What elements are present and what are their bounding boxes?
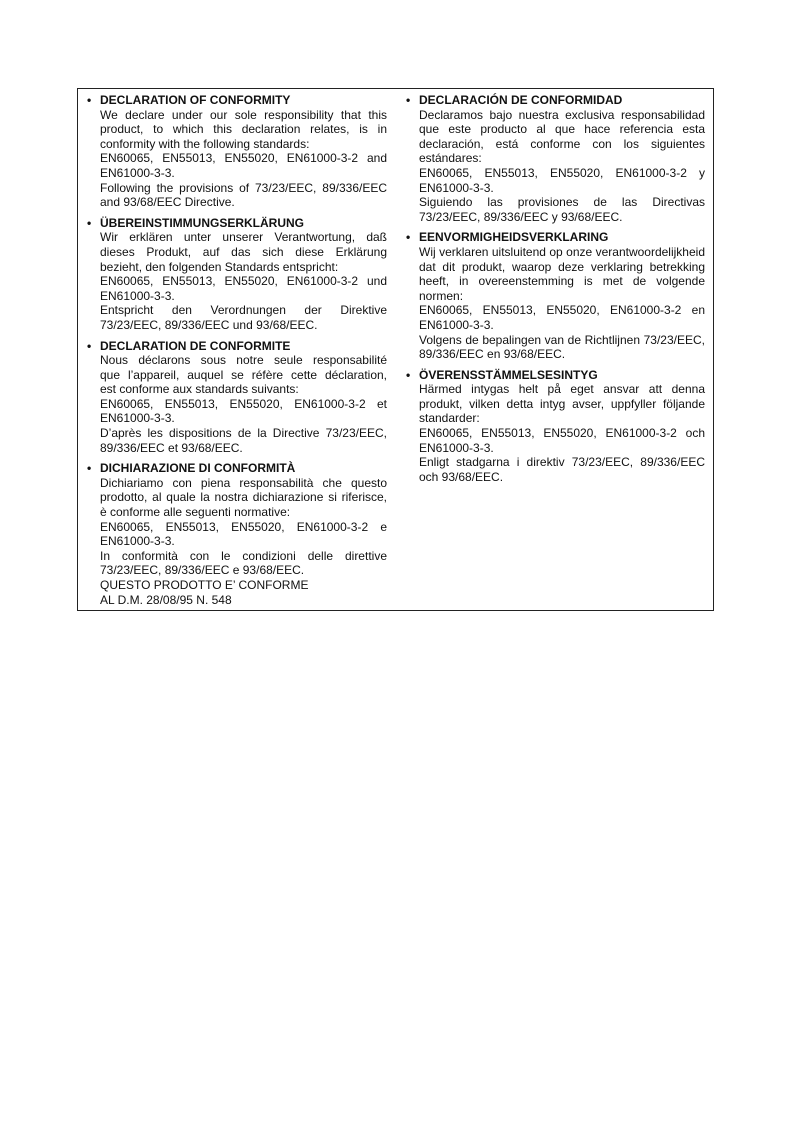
bullet-icon: •	[406, 230, 411, 245]
body-line: EN61000-3-3.	[100, 534, 175, 549]
body-line: EN60065, EN55013, EN55020, EN61000-3-2 y	[419, 165, 705, 180]
bullet-icon: •	[87, 93, 92, 107]
body-line: standarder:	[419, 411, 480, 426]
body-line: Wij verklaren uitsluitend op onze verantwoordelijkheid	[419, 244, 705, 259]
body-line: produkt, vilken detta intyg avser, uppfyller följande	[419, 396, 705, 411]
section-spanish	[406, 93, 705, 224]
body-line: bezieht, den folgenden Standards entspricht:	[100, 259, 339, 274]
body-line: 89/336/EEC et 93/68/EEC.	[100, 440, 243, 455]
body-line: EN61000-3-3.	[419, 180, 494, 195]
body-line: declaración, está conforme con los siguientes	[419, 136, 705, 151]
body-line: 73/23/EEC, 89/336/EEC e 93/68/EEC.	[100, 563, 305, 578]
section-heading: EENVORMIGHEIDSVERKLARING	[419, 230, 609, 245]
body-line: och 93/68/EEC.	[419, 469, 504, 484]
section-heading: DECLARATION OF CONFORMITY	[100, 93, 291, 107]
body-line: AL D.M. 28/08/95 N. 548	[100, 592, 232, 607]
body-line: EN60065, EN55013, EN55020, EN61000-3-2 e	[100, 519, 387, 534]
body-line: è conforme alle seguenti normative:	[100, 505, 291, 520]
section-dutch	[406, 230, 705, 361]
body-line: dieses Produkt, auf das sich diese Erklärung	[100, 244, 387, 259]
body-line: 73/23/EEC, 89/336/EEC und 93/68/EEC.	[100, 317, 318, 332]
body-line: EN60065, EN55013, EN55020, EN61000-3-2 und	[100, 274, 387, 289]
body-line: product, to which this declaration relates, is in	[100, 122, 387, 137]
section-italian	[87, 461, 387, 607]
bullet-icon: •	[406, 93, 411, 107]
body-line: 73/23/EEC, 89/336/EEC y 93/68/EEC.	[419, 209, 623, 224]
body-line: Enligt stadgarna i direktiv 73/23/EEC, 89/336/EEC	[419, 455, 705, 470]
body-line: Siguiendo las provisiones de las Directivas	[419, 195, 705, 210]
body-line: In conformità con le condizioni delle direttive	[100, 548, 387, 563]
body-line: conformity with the following standards:	[100, 136, 310, 151]
body-line: EN61000-3-3.	[100, 411, 175, 426]
body-line: EN60065, EN55013, EN55020, EN61000-3-2 en	[419, 303, 705, 318]
bullet-icon: •	[406, 367, 411, 382]
body-line: Entspricht den Verordnungen der Direktive	[100, 303, 387, 318]
section-french	[87, 339, 387, 456]
body-line: and 93/68/EEC Directive.	[100, 195, 235, 210]
body-line: Declaramos bajo nuestra exclusiva responsabilidad	[419, 107, 705, 122]
section-english	[87, 93, 387, 210]
body-line: We declare under our sole responsibility that this	[100, 107, 387, 122]
body-line: prodotto, al quale la nostra dichiarazione si riferisce,	[100, 490, 387, 505]
body-line: EN60065, EN55013, EN55020, EN61000-3-2 et	[100, 396, 387, 411]
body-line: EN60065, EN55013, EN55020, EN61000-3-2 and	[100, 151, 387, 166]
body-line: Dichiariamo con piena responsabilità che questo	[100, 475, 387, 490]
body-line: 89/336/EEC en 93/68/EEC.	[419, 347, 566, 362]
bullet-icon: •	[87, 215, 92, 230]
body-line: Volgens de bepalingen van de Richtlijnen 73/23/EEC,	[419, 332, 705, 347]
body-line: est conforme aux standards suivants:	[100, 382, 299, 397]
section-heading: ÜBEREINSTIMMUNGSERKLÄRUNG	[100, 215, 304, 230]
body-line: EN61000-3-3.	[419, 317, 494, 332]
body-line: EN61000-3-3.	[419, 440, 494, 455]
body-line: heeft, in overeenstemming is met de volgende	[419, 274, 705, 289]
body-line: EN60065, EN55013, EN55020, EN61000-3-2 och	[419, 426, 705, 441]
body-line: EN61000-3-3.	[100, 288, 175, 303]
body-line: Following the provisions of 73/23/EEC, 89/336/EEC	[100, 180, 387, 195]
body-line: Nous déclarons sous notre seule responsabilité	[100, 353, 387, 368]
body-line: que este producto al que hace referencia esta	[419, 122, 705, 137]
section-heading: DICHIARAZIONE DI CONFORMITÀ	[100, 461, 296, 476]
left-column	[87, 93, 387, 613]
body-line: estándares:	[419, 151, 482, 166]
body-line: D’après les dispositions de la Directive 73/23/EEC,	[100, 426, 387, 441]
body-line: dat dit produkt, waarop deze verklaring betrekking	[419, 259, 705, 274]
section-german	[87, 216, 387, 333]
body-line: normen:	[419, 288, 464, 303]
section-heading: DECLARACIÓN DE CONFORMIDAD	[419, 93, 623, 107]
right-column	[406, 93, 705, 490]
body-line: Härmed intygas helt på eget ansvar att denna	[419, 382, 705, 397]
section-heading: DECLARATION DE CONFORMITE	[100, 338, 291, 353]
bullet-icon: •	[87, 461, 92, 476]
body-line: Wir erklären unter unserer Verantwortung, daß	[100, 230, 387, 245]
body-line: EN61000-3-3.	[100, 165, 175, 180]
section-heading: ÖVERENSSTÄMMELSESINTYG	[419, 367, 598, 382]
section-swedish	[406, 368, 705, 485]
bullet-icon: •	[87, 338, 92, 353]
body-line: que l’appareil, auquel se réfère cette déclaration,	[100, 367, 387, 382]
body-line: QUESTO PRODOTTO E’ CONFORME	[100, 578, 309, 592]
declaration-box	[77, 88, 714, 611]
